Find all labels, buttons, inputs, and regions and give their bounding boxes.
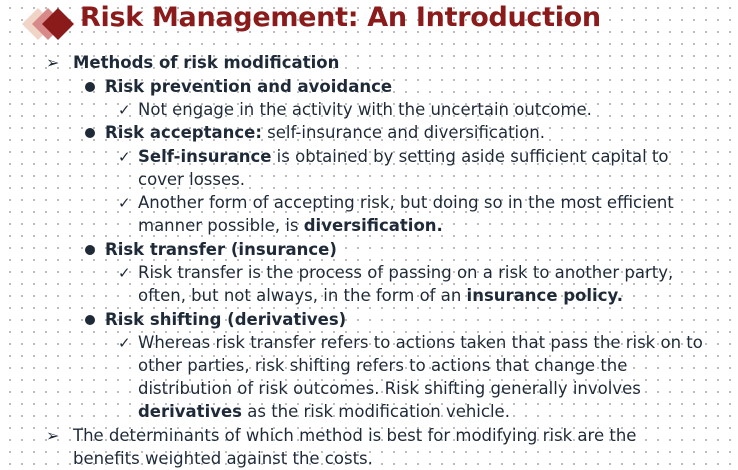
arrowhead-bullet-icon: ➢ bbox=[46, 426, 60, 445]
derivatives-text: as the risk modification vehicle. bbox=[242, 402, 510, 421]
insurance-policy-term: insurance policy. bbox=[466, 286, 623, 305]
bullet-determinants: The determinants of which method is best for modifying risk are the bbox=[73, 426, 637, 445]
detail-self-insurance-cont: cover losses. bbox=[138, 170, 245, 189]
detail-shifting-cont-1: other parties, risk shifting refers to actions that change the bbox=[138, 356, 628, 375]
round-bullet-icon bbox=[85, 82, 95, 92]
detail-prevention: Not engage in the activity with the uncertain outcome. bbox=[138, 100, 592, 119]
round-bullet-icon bbox=[85, 315, 95, 325]
detail-shifting-cont-2: distribution of risk outcomes. Risk shifting generally involves bbox=[138, 379, 641, 398]
checkmark-bullet-icon: ✓ bbox=[118, 264, 131, 282]
detail-transfer-cont bbox=[138, 285, 623, 307]
bullet-methods: Methods of risk modification bbox=[73, 53, 340, 72]
subbullet-prevention: Risk prevention and avoidance bbox=[105, 77, 393, 96]
subbullet-shifting: Risk shifting (derivatives) bbox=[105, 310, 347, 329]
detail-self-insurance bbox=[138, 146, 668, 168]
detail-diversification-cont bbox=[138, 215, 443, 237]
detail-transfer: Risk transfer is the process of passing on a risk to another party, bbox=[138, 263, 674, 282]
derivatives-term: derivatives bbox=[138, 402, 242, 421]
detail-diversification: Another form of accepting risk, but doing so in the most efficient bbox=[138, 193, 674, 212]
checkmark-bullet-icon: ✓ bbox=[118, 148, 131, 166]
detail-shifting: Whereas risk transfer refers to actions taken that pass the risk on to bbox=[138, 333, 703, 352]
transfer-text: often, but not always, in the form of an bbox=[138, 286, 467, 305]
slide-title: Risk Management: An Introduction bbox=[80, 2, 601, 33]
checkmark-bullet-icon: ✓ bbox=[118, 194, 131, 212]
detail-shifting-cont-3 bbox=[138, 401, 510, 423]
self-insurance-text: is obtained by setting aside sufficient capital to bbox=[271, 147, 669, 166]
arrowhead-bullet-icon: ➢ bbox=[46, 53, 60, 72]
diversification-text: manner possible, is bbox=[138, 216, 304, 235]
diversification-term: diversification. bbox=[303, 216, 443, 235]
checkmark-bullet-icon: ✓ bbox=[118, 101, 131, 119]
diamond-logo-icon bbox=[18, 6, 78, 42]
subbullet-acceptance-rest: self-insurance and diversification. bbox=[261, 123, 545, 142]
round-bullet-icon bbox=[85, 128, 95, 138]
self-insurance-term: Self-insurance bbox=[138, 147, 272, 166]
subbullet-transfer: Risk transfer (insurance) bbox=[105, 240, 337, 259]
round-bullet-icon bbox=[85, 245, 95, 255]
subbullet-acceptance-head: Risk acceptance: bbox=[105, 123, 262, 142]
bullet-determinants-cont: benefits weighted against the costs. bbox=[73, 449, 373, 468]
checkmark-bullet-icon: ✓ bbox=[118, 334, 131, 352]
subbullet-acceptance bbox=[105, 122, 545, 144]
